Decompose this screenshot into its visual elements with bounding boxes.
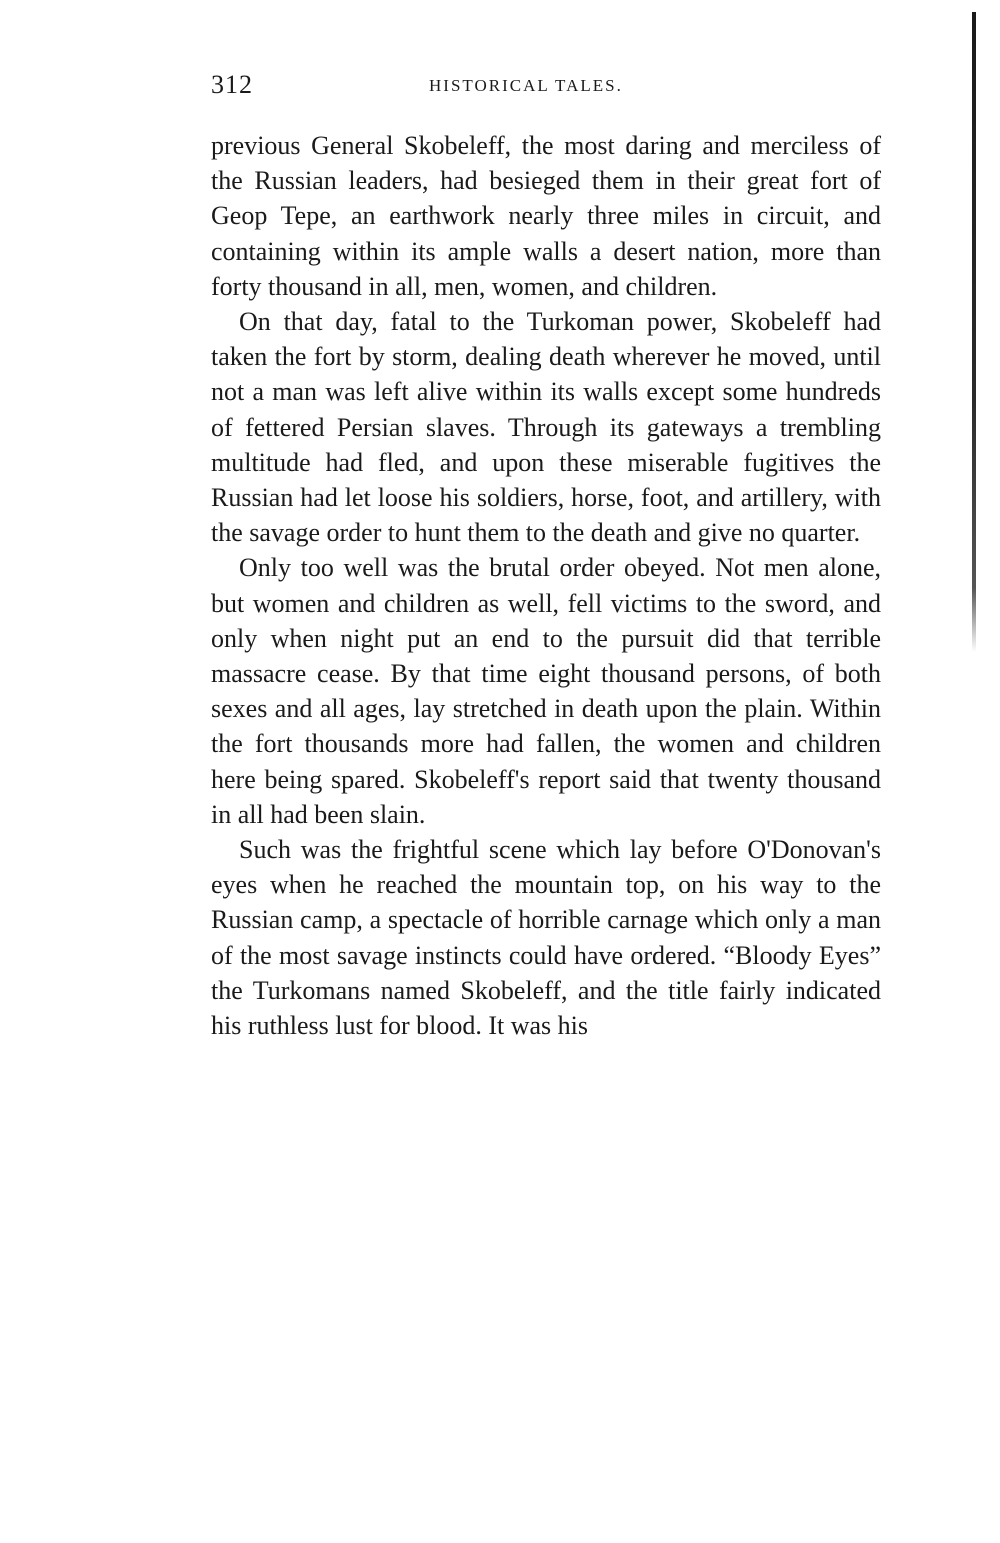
running-title: HISTORICAL TALES. xyxy=(429,76,623,95)
body-text xyxy=(211,128,881,1043)
page-header xyxy=(211,70,881,110)
page-number: 312 xyxy=(211,70,253,99)
paragraph: Such was the frightful scene which lay before O'Donovan's eyes when he reached the mountain top, on his way to the Russian camp, a spectacle of horrible carnage which only a man of the most savage instincts could have ordered. “Bloody Eyes” the Turkomans named Skobeleff, and the title fairly indicated his ruthless lust for blood. It was his xyxy=(211,835,881,1041)
paragraph: Only too well was the brutal order obeyed. Not men alone, but women and children as well, fell victims to the sword, and only when night put an end to the pursuit did that terrible massacre cease. By that time eight thousand persons, of both sexes and all ages, lay stretched in death upon the plain. Within the fort thousands more had fallen, the women and children here being spared. Skobeleff's report said that twenty thousand in all had been slain. xyxy=(211,553,881,829)
paragraph: On that day, fatal to the Turkoman power, Skobeleff had taken the fort by storm, dealing death wherever he moved, until not a man was left alive within its walls except some hundreds of fettered Persian slaves. Through its gateways a trembling multitude had fled, and upon these miserable fugitives the Russian had let loose his soldiers, horse, foot, and artillery, with the savage order to hunt them to the death and give no quarter. xyxy=(211,307,881,548)
paragraph-continued: previous General Skobeleff, the most daring and merciless of the Russian leaders, had besieged them in their great fort of Geop Tepe, an earthwork nearly three miles in circuit, and containing within its ample walls a desert nation, more than forty thousand in all, men, women, and children. xyxy=(211,131,881,301)
page-binding-edge xyxy=(972,12,976,652)
